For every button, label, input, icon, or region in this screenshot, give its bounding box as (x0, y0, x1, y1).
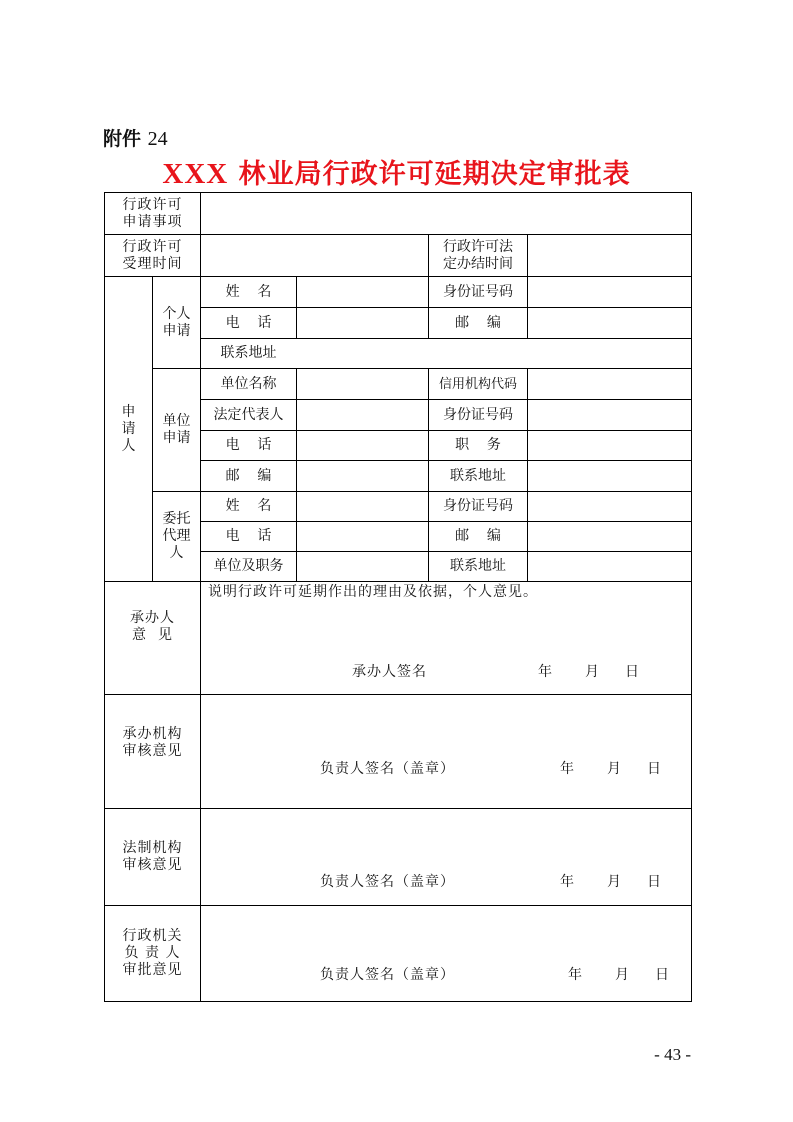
handler-opinion-label: 承办人 意 见 (130, 610, 175, 643)
unit-name-label: 单位名称 (220, 375, 277, 392)
accept-time-label: 行政许可 受理时间 (122, 238, 183, 272)
authority-review-label: 行政机关 负 责 人 审批意见 (122, 928, 183, 978)
col-line (296, 276, 297, 338)
unit-phone-label: 电 话 (225, 437, 272, 453)
item-label: 行政许可 申请事项 (122, 196, 183, 230)
unit-group-label: 单位 申请 (162, 413, 191, 446)
unit-legal-rep-label: 法定代表人 (213, 406, 284, 423)
title-text: 林业局行政许可延期决定审批表 (238, 159, 631, 190)
table-border-right (691, 192, 692, 1002)
personal-id-label: 身份证号码 (443, 283, 513, 300)
personal-group-label: 个人 申请 (162, 305, 191, 339)
unit-postcode-label: 邮 编 (225, 467, 272, 484)
table-border-bottom (104, 1001, 692, 1002)
col-line (296, 368, 297, 581)
agent-group-label: 委托 代理 人 (162, 511, 191, 561)
handler-instruction: 说明行政许可延期作出的理由及依据，个人意见。 (208, 584, 538, 600)
personal-address-label: 联系地址 (220, 345, 277, 361)
personal-phone-label: 电 话 (225, 314, 272, 331)
agent-address-label: 联系地址 (450, 558, 506, 574)
page-number: - 43 - (654, 1045, 691, 1064)
title-prefix: XXX (162, 158, 229, 190)
personal-postcode-label: 邮 编 (455, 314, 501, 331)
org-review-month: 月 (607, 761, 622, 777)
col-line (527, 368, 528, 581)
legal-review-label: 法制机构 审核意见 (122, 840, 183, 873)
legal-review-year: 年 (560, 874, 575, 890)
attachment-number: 24 (147, 128, 168, 150)
legal-review-month: 月 (607, 874, 622, 890)
authority-review-day: 日 (655, 967, 670, 983)
org-review-sign-label: 负责人签名（盖章） (320, 761, 455, 777)
legal-review-day: 日 (647, 874, 662, 890)
org-review-year: 年 (560, 761, 575, 777)
handler-year: 年 (538, 664, 553, 680)
agent-id-label: 身份证号码 (443, 498, 513, 514)
unit-id-label: 身份证号码 (443, 406, 513, 423)
org-review-label: 承办机构 审核意见 (122, 726, 183, 759)
agent-postcode-label: 邮 编 (455, 528, 501, 544)
authority-review-sign-label: 负责人签名（盖章） (320, 967, 455, 983)
handler-day: 日 (625, 664, 640, 680)
handler-month: 月 (585, 664, 600, 680)
agent-name-label: 姓 名 (225, 498, 272, 514)
unit-credit-code-label: 信用机构代码 (438, 376, 517, 392)
attachment-word: 附件 (103, 128, 142, 150)
legal-time-label: 行政许可法 定办结时间 (443, 238, 513, 272)
legal-review-sign-label: 负责人签名（盖章） (320, 874, 455, 890)
personal-name-label: 姓 名 (225, 283, 272, 300)
col-line (527, 234, 528, 338)
agent-phone-label: 电 话 (225, 528, 272, 544)
applicant-label: 申 请 人 (121, 403, 136, 454)
authority-review-month: 月 (615, 967, 630, 983)
authority-review-year: 年 (568, 967, 583, 983)
unit-position-label: 职 务 (455, 437, 501, 453)
unit-address-label: 联系地址 (450, 467, 506, 484)
org-review-day: 日 (647, 761, 662, 777)
handler-sign-label: 承办人签名 (352, 664, 427, 680)
agent-unit-position-label: 单位及职务 (213, 558, 284, 574)
